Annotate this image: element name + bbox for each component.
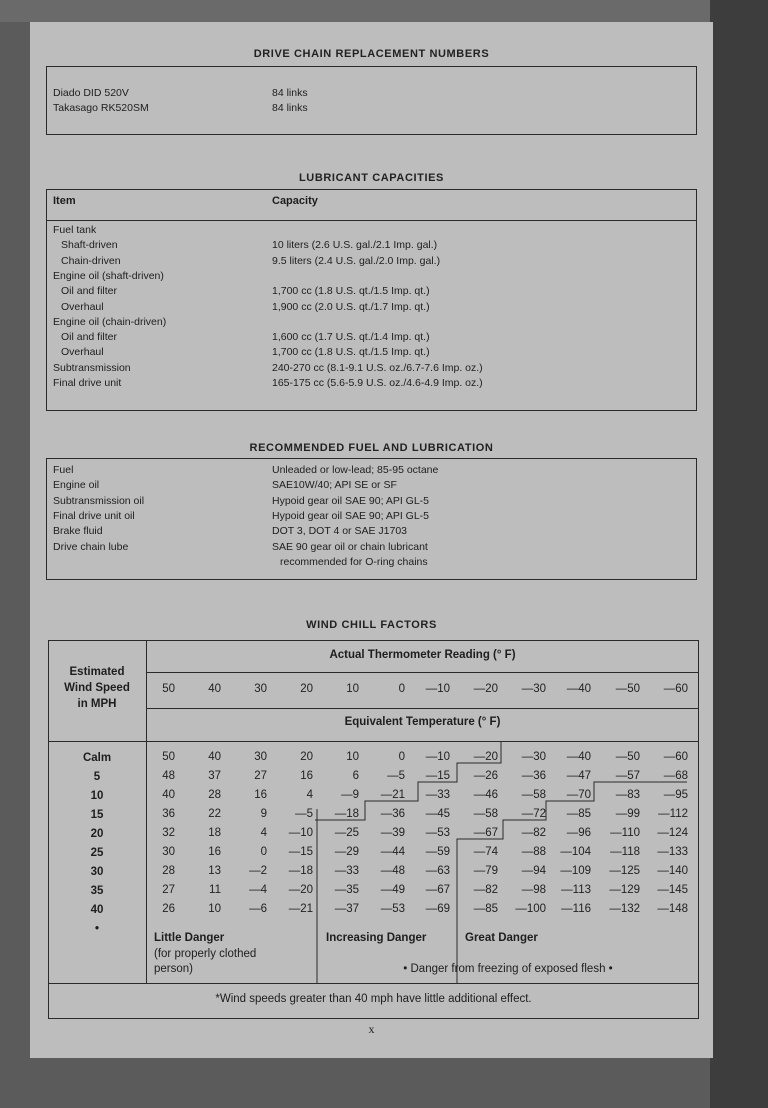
estimated-wind-label [48,664,146,712]
lubricant-value: 9.5 liters (2.4 U.S. gal./2.0 Imp. gal.) [272,254,441,267]
lubricant-item: Engine oil (shaft-driven) [53,269,164,282]
windchill-cell: 40 [208,751,221,763]
windchill-cell: —48 [380,865,405,877]
windchill-cell: —5 [295,808,313,820]
temperature-header: —60 [663,683,688,695]
windchill-cell: —145 [657,884,688,896]
temperature-header: —50 [615,683,640,695]
windchill-cell: 10 [208,903,221,915]
lubricant-col-item: Item [53,195,76,207]
drive-chain-title: DRIVE CHAIN REPLACEMENT NUMBERS [253,48,490,60]
equivalent-temperature-label: Equivalent Temperature (° F) [344,716,501,728]
fuel-item: Brake fluid [53,525,103,538]
page-number: x [368,1022,375,1036]
lubricant-value: 10 liters (2.6 U.S. gal./2.1 Imp. gal.) [272,239,438,252]
windchill-cell: —95 [663,789,688,801]
drive-chain-value: 84 links [272,87,308,99]
windchill-cell: —18 [288,865,313,877]
windchill-cell: —79 [473,865,498,877]
windchill-cell: —4 [249,884,267,896]
windchill-cell: 20 [300,751,313,763]
wind-speed-label: 5 [93,771,101,783]
fuel-value: recommended for O-ring chains [280,555,428,568]
windchill-cell: —58 [473,808,498,820]
windchill-cell: —125 [609,865,640,877]
windchill-cell: —113 [561,884,591,896]
windchill-cell: 48 [162,770,175,782]
windchill-cell: —53 [380,903,405,915]
fuel-value: SAE 90 gear oil or chain lubricant [272,540,428,553]
windchill-cell: —96 [566,827,591,839]
windchill-cell: —44 [380,846,405,858]
windchill-cell: 30 [254,751,267,763]
drive-chain-item: Diado DID 520V [53,87,129,99]
fuel-value: Unleaded or low-lead; 85-95 octane [272,464,439,476]
windchill-cell: —132 [609,903,640,915]
windchill-cell: —33 [425,789,450,801]
windchill-cell: 37 [208,770,221,782]
wind-speed-label: 10 [90,790,104,802]
windchill-title: WIND CHILL FACTORS [306,619,437,631]
windchill-cell: 26 [162,903,175,915]
actual-thermometer-label: Actual Thermometer Reading (° F) [329,649,516,661]
windchill-cell: —6 [249,903,267,915]
windchill-cell: —133 [657,846,688,858]
windchill-cell: —63 [425,865,450,877]
temperature-header: —40 [566,683,591,695]
windchill-cell: 0 [260,846,267,858]
windchill-cell: 4 [306,789,313,801]
windchill-cell: —26 [473,770,498,782]
temperature-header: 0 [398,683,405,695]
windchill-cell: —33 [334,865,359,877]
fuel-value: Hypoid gear oil SAE 90; API GL-5 [272,494,430,507]
wind-speed-label: 25 [90,847,104,859]
windchill-cell: —85 [566,808,591,820]
lubricant-item: Overhaul [61,346,104,359]
windchill-cell: —50 [615,751,640,763]
temperature-header: —30 [521,683,546,695]
windchill-cell: 22 [208,808,221,820]
temperature-header: —10 [425,683,450,695]
windchill-cell: —85 [473,903,498,915]
windchill-cell: 16 [254,789,267,801]
windchill-cell: 16 [300,770,313,782]
lubricant-item: Shaft-driven [61,239,118,252]
windchill-cell: —36 [521,770,546,782]
temperature-header: 40 [208,683,221,695]
windchill-cell: —15 [425,770,450,782]
windchill-cell: 6 [352,770,359,782]
windchill-rule-2 [146,708,699,709]
fuel-value: DOT 3, DOT 4 or SAE J1703 [272,525,408,538]
scan-edge-right [710,0,768,1108]
windchill-cell: —100 [515,903,546,915]
windchill-cell: —10 [288,827,313,839]
windchill-cell: 32 [162,827,175,839]
windchill-cell: —124 [657,827,688,839]
wind-speed-label: • [94,923,100,935]
scan-edge [0,0,768,22]
fuel-item: Fuel [53,464,74,476]
windchill-cell: —57 [615,770,640,782]
windchill-cell: —116 [561,903,591,915]
windchill-cell: 27 [254,770,267,782]
temperature-header: 50 [162,683,175,695]
windchill-cell: —58 [521,789,546,801]
windchill-cell: —88 [521,846,546,858]
lubricant-header-rule [46,220,697,221]
lubricant-value: 1,700 cc (1.8 U.S. qt./1.5 Imp. qt.) [272,346,430,359]
windchill-cell: —129 [609,884,640,896]
windchill-cell: —20 [288,884,313,896]
danger-note: • Danger from freezing of exposed flesh • [403,963,613,975]
lubricant-item: Subtransmission [53,361,131,374]
windchill-cell: —59 [425,846,450,858]
windchill-cell: —47 [566,770,591,782]
windchill-cell: —110 [610,827,640,839]
windchill-cell: 18 [208,827,221,839]
lubricant-value: 1,600 cc (1.7 U.S. qt./1.4 Imp. qt.) [272,331,430,344]
windchill-footnote: *Wind speeds greater than 40 mph have little additional effect. [215,993,532,1005]
lubricant-item: Overhaul [61,300,104,313]
lubricant-col-capacity: Capacity [272,195,318,207]
windchill-cell: —148 [657,903,688,915]
windchill-cell: —53 [425,827,450,839]
fuel-value: Hypoid gear oil SAE 90; API GL-5 [272,509,430,522]
estimated-line: Estimated [69,666,125,678]
windchill-cell: 4 [260,827,267,839]
windchill-cell: —70 [566,789,591,801]
lubricant-value: 165-175 cc (5.6-5.9 U.S. oz./4.6-4.9 Imp. oz.) [272,377,483,389]
temperature-header: 30 [254,683,267,695]
windchill-cell: —67 [425,884,450,896]
windchill-rule-3 [48,741,699,742]
manual-page [30,22,713,1058]
windchill-cell: —10 [425,751,450,763]
little-danger-note-1: (for properly clothed [154,948,257,960]
windchill-cell: —21 [288,903,313,915]
windchill-cell: —140 [657,865,688,877]
windchill-cell: —46 [473,789,498,801]
lubricant-item: Oil and filter [61,285,118,298]
windchill-cell: 40 [162,789,175,801]
windchill-cell: —15 [288,846,313,858]
windchill-cell: —68 [663,770,688,782]
windchill-cell: —72 [521,808,546,820]
windchill-cell: 50 [162,751,175,763]
great-danger-label: Great Danger [465,932,538,944]
windchill-cell: 11 [209,884,221,896]
windchill-cell: —83 [615,789,640,801]
windchill-cell: —5 [387,770,405,782]
windchill-cell: —49 [380,884,405,896]
windchill-cell: 10 [346,751,359,763]
windchill-cell: 27 [162,884,175,896]
windchill-cell: —2 [249,865,267,877]
windchill-cell: —25 [334,827,359,839]
windchill-cell: —37 [334,903,359,915]
windchill-cell: —109 [560,865,591,877]
fuel-item: Engine oil [53,479,100,492]
lubricant-item: Final drive unit [53,377,122,389]
windchill-cell: —69 [425,903,450,915]
lubricant-title: LUBRICANT CAPACITIES [298,172,444,184]
wind-speed-label: 35 [90,885,104,897]
windchill-cell: —82 [473,884,498,896]
temperature-header: 20 [300,683,313,695]
wind-speed-label: 15 [90,809,104,821]
windchill-cell: 30 [162,846,175,858]
windchill-rule-footnote [48,983,699,984]
fuel-value: SAE10W/40; API SE or SF [272,479,397,492]
lubricant-value: 240-270 cc (8.1-9.1 U.S. oz./6.7-7.6 Imp. oz.) [272,361,483,374]
windchill-cell: 16 [208,846,221,858]
windchill-cell: —112 [658,808,688,820]
lubricant-item: Fuel tank [53,224,97,236]
windchill-cell: —82 [521,827,546,839]
windchill-cell: 0 [398,751,405,763]
windchill-cell: —35 [334,884,359,896]
fuel-item: Drive chain lube [53,540,129,553]
windchill-cell: —74 [473,846,498,858]
windchill-cell: —9 [341,789,359,801]
windchill-cell: —98 [521,884,546,896]
windchill-cell: —40 [566,751,591,763]
windchill-cell: —104 [560,846,591,858]
wind-speed-label: 20 [90,828,104,840]
wind-speed-label: 30 [90,866,104,878]
increasing-danger-label: Increasing Danger [326,932,427,944]
lubricant-item: Engine oil (chain-driven) [53,315,167,328]
windchill-cell: —45 [425,808,450,820]
windchill-cell: —36 [380,808,405,820]
windchill-cell: —20 [473,751,498,763]
windchill-cell: —39 [380,827,405,839]
fuel-item: Subtransmission oil [53,494,145,507]
lubricant-item: Chain-driven [61,254,121,267]
mph-line: in MPH [77,698,117,710]
windchill-cell: —30 [521,751,546,763]
wind-speed-label: Calm [82,752,112,764]
windchill-cell: 13 [208,865,221,877]
little-danger-note-2: person) [154,963,193,975]
windchill-cell: —29 [334,846,359,858]
little-danger-label: Little Danger [154,932,225,944]
fuel-item: Final drive unit oil [53,509,135,522]
lubricant-item: Oil and filter [61,331,118,344]
windchill-cell: 9 [260,808,267,820]
windchill-rule-1 [146,672,699,673]
temperature-header: —20 [473,683,498,695]
windchill-cell: —18 [334,808,359,820]
windchill-cell: —118 [610,846,640,858]
wind-speed-label: 40 [90,904,104,916]
windchill-cell: —21 [380,789,405,801]
wind-speed-line: Wind Speed [64,682,130,694]
lubricant-value: 1,900 cc (2.0 U.S. qt./1.7 Imp. qt.) [272,300,430,313]
windchill-cell: —94 [521,865,546,877]
windchill-cell: —67 [473,827,498,839]
windchill-cell: —60 [663,751,688,763]
fuel-title: RECOMMENDED FUEL AND LUBRICATION [249,442,494,454]
windchill-cell: —99 [615,808,640,820]
temperature-header: 10 [346,683,359,695]
windchill-cell: 36 [162,808,175,820]
drive-chain-value: 84 links [272,102,308,114]
windchill-cell: 28 [162,865,175,877]
windchill-cell: 28 [208,789,221,801]
lubricant-value: 1,700 cc (1.8 U.S. qt./1.5 Imp. qt.) [272,285,430,298]
drive-chain-item: Takasago RK520SM [53,102,149,114]
